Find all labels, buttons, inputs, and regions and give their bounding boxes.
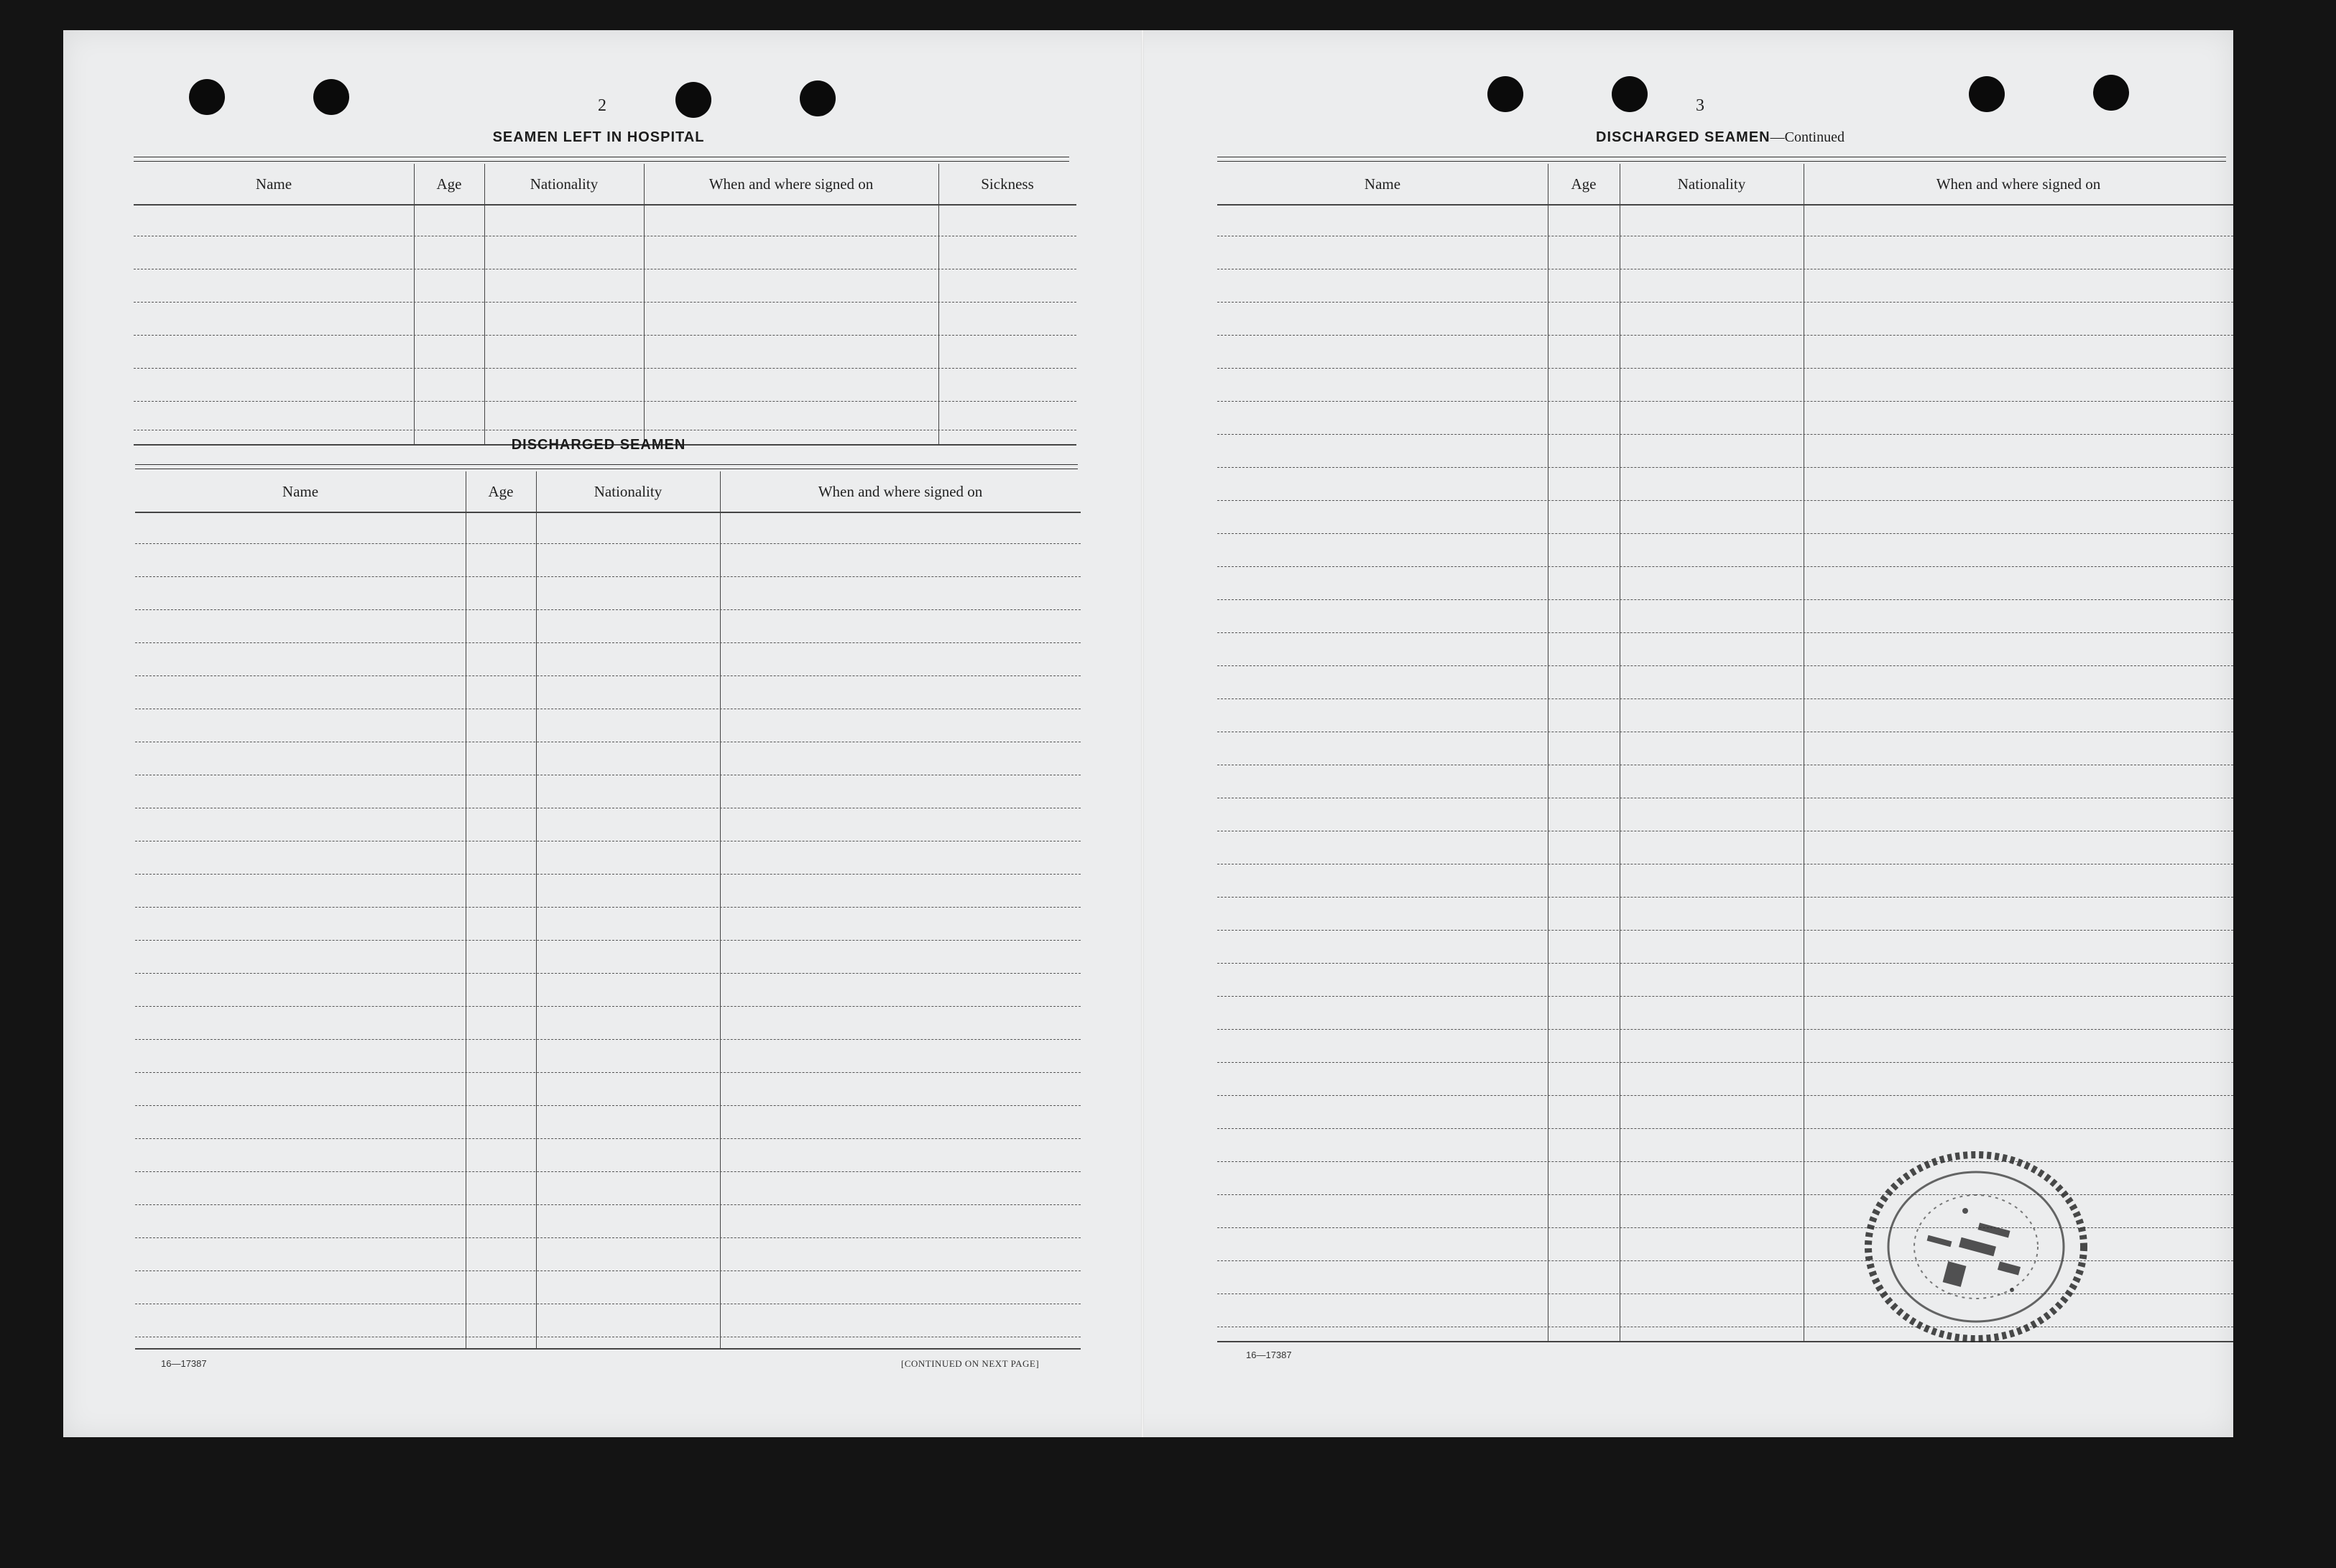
table-row [1217, 1062, 2233, 1063]
table-row [1217, 1128, 2233, 1129]
table-row [1217, 335, 2233, 336]
hospital-table [134, 164, 1076, 446]
table-row [1217, 665, 2233, 666]
table-row [1217, 698, 2233, 699]
table-row [1217, 434, 2233, 435]
column-divider [414, 164, 415, 446]
table-row [1217, 930, 2233, 931]
punch-hole [1612, 76, 1648, 112]
column-divider [644, 164, 645, 446]
punch-hole [675, 82, 711, 118]
punch-hole [313, 79, 349, 115]
table-row [1217, 897, 2233, 898]
page-fold [1141, 30, 1144, 1437]
table-row [135, 907, 1081, 908]
table-row [135, 642, 1081, 643]
table-row [135, 1237, 1081, 1238]
right-discharged-title-suffix: —Continued [1770, 129, 1845, 145]
table-row [135, 1204, 1081, 1205]
right-form-code: 16—17387 [1246, 1350, 1292, 1360]
left-page-number: 2 [598, 96, 606, 115]
table-row [1217, 996, 2233, 997]
hospital-col-name: Name [255, 175, 292, 193]
hospital-col-sickness: Sickness [981, 175, 1034, 193]
table-row [135, 675, 1081, 676]
right-title-rule [1217, 157, 2226, 162]
right-page-number: 3 [1696, 96, 1704, 115]
discharged-col-name: Name [282, 483, 319, 500]
table-row [135, 576, 1081, 577]
punch-hole [189, 79, 225, 115]
table-row [135, 1270, 1081, 1271]
right-discharged-section-title [1217, 129, 2223, 146]
right-col-nationality: Nationality [1677, 175, 1746, 193]
postmark-stamp-icon [1857, 1143, 2095, 1351]
table-row [1217, 566, 2233, 567]
table-row [1217, 467, 2233, 468]
hospital-col-age: Age [436, 175, 462, 193]
table-row [1217, 599, 2233, 600]
punch-hole [2093, 75, 2129, 111]
discharged-col-nationality: Nationality [594, 483, 663, 500]
table-row [1217, 963, 2233, 964]
discharged-section-title: DISCHARGED SEAMEN [511, 437, 686, 453]
table-row [1217, 632, 2233, 633]
table-row [134, 401, 1076, 402]
continued-note: [CONTINUED ON NEXT PAGE] [901, 1358, 1040, 1369]
table-row [135, 1138, 1081, 1139]
right-col-signed-on: When and where signed on [1936, 175, 2101, 193]
punch-hole [1969, 76, 2005, 112]
hospital-title-rule [134, 157, 1069, 162]
table-row [134, 368, 1076, 369]
discharged-col-age: Age [488, 483, 514, 500]
table-row [135, 609, 1081, 610]
discharged-col-signed-on: When and where signed on [818, 483, 983, 500]
table-row [1217, 302, 2233, 303]
column-divider [938, 164, 939, 446]
right-discharged-title: DISCHARGED SEAMEN [1596, 129, 1771, 145]
table-row [135, 543, 1081, 544]
column-divider [484, 164, 485, 446]
table-row [135, 973, 1081, 974]
column-divider [536, 471, 537, 1350]
discharged-title-rule [135, 464, 1078, 469]
table-row [1217, 1095, 2233, 1096]
discharged-table-left [135, 471, 1081, 1350]
table-row [1217, 368, 2233, 369]
table-row [1217, 533, 2233, 534]
table-bottom-rule [135, 1348, 1081, 1350]
table-row [135, 1072, 1081, 1073]
table-row [135, 1171, 1081, 1172]
table-row [1217, 401, 2233, 402]
table-row [135, 1039, 1081, 1040]
right-col-name: Name [1364, 175, 1401, 193]
table-row [135, 874, 1081, 875]
column-divider [720, 471, 721, 1350]
table-row [1217, 1029, 2233, 1030]
left-form-code: 16—17387 [161, 1358, 207, 1369]
table-row [1217, 500, 2233, 501]
table-row [135, 1105, 1081, 1106]
table-row [134, 335, 1076, 336]
table-row [135, 940, 1081, 941]
punch-hole [800, 80, 836, 116]
hospital-section-title: SEAMEN LEFT IN HOSPITAL [492, 129, 705, 145]
punch-hole [1487, 76, 1523, 112]
hospital-col-nationality: Nationality [530, 175, 599, 193]
table-row [134, 302, 1076, 303]
table-row [135, 1006, 1081, 1007]
right-col-age: Age [1571, 175, 1597, 193]
hospital-col-signed-on: When and where signed on [708, 175, 874, 193]
